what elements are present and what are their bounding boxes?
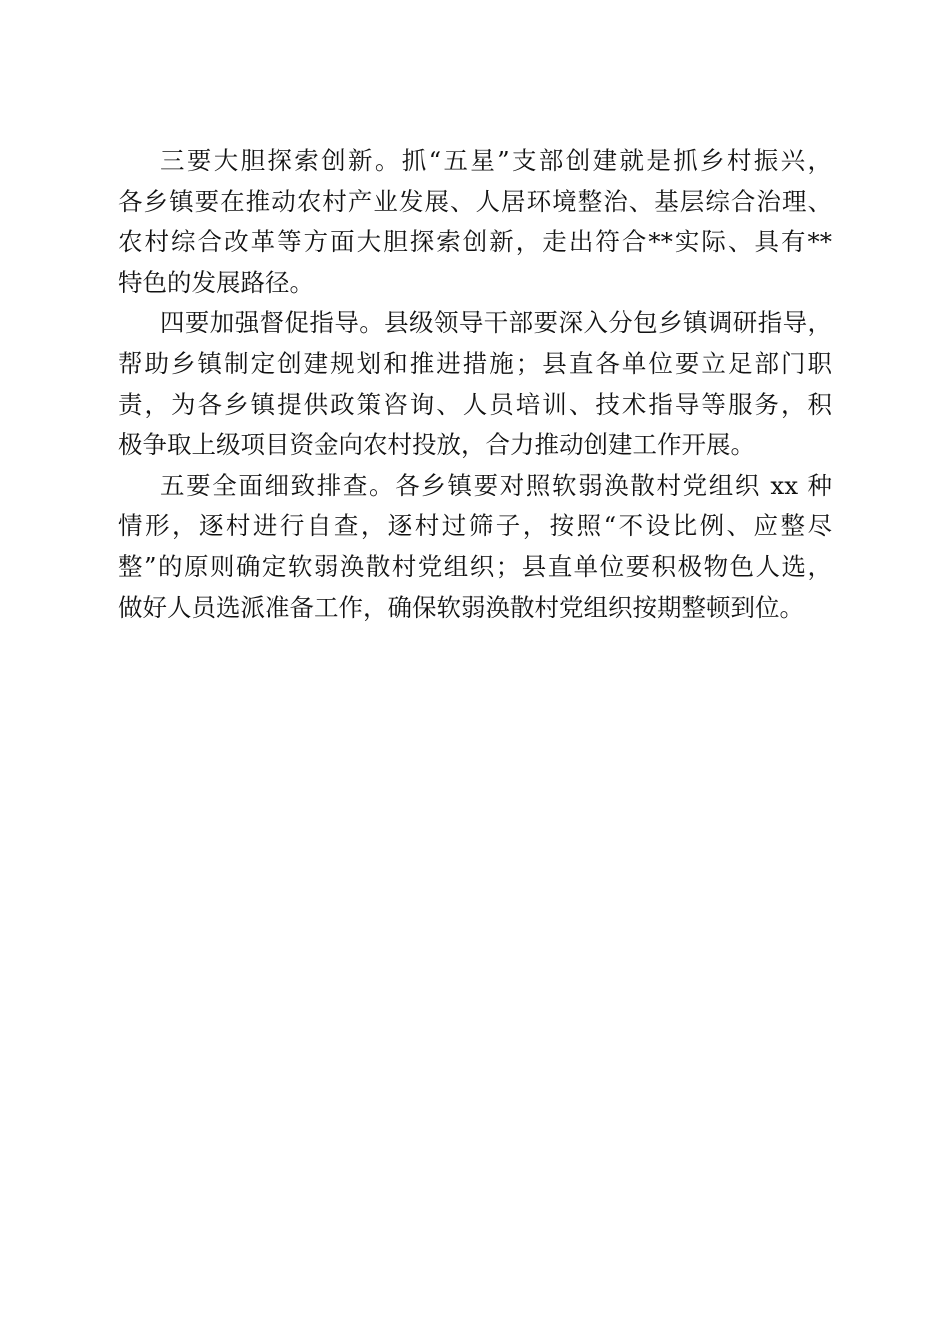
paragraph-supervision-guidance [118, 303, 832, 465]
document-body [118, 141, 832, 628]
paragraph-line: 四要加强督促指导。县级领导干部要深入分包乡镇调研指导， [160, 308, 832, 338]
paragraph-line: 整”的原则确定软弱涣散村党组织；县直单位要积极物色人选， [118, 551, 832, 581]
paragraph-line: 极争取上级项目资金向农村投放，合力推动创建工作开展。 [118, 430, 755, 460]
paragraph-line: 特色的发展路径。 [118, 267, 314, 297]
paragraph-line: 责，为各乡镇提供政策咨询、人员培训、技术指导等服务，积 [118, 389, 832, 419]
paragraph-explore-innovation [118, 141, 832, 303]
paragraph-line: 五要全面细致排查。各乡镇要对照软弱涣散村党组织 xx 种 [160, 470, 832, 500]
paragraph-line: 做好人员选派准备工作，确保软弱涣散村党组织按期整顿到位。 [118, 592, 804, 622]
paragraph-line: 各乡镇要在推动农村产业发展、人居环境整治、基层综合治理、 [118, 186, 832, 216]
paragraph-comprehensive-inspection [118, 466, 832, 628]
paragraph-line: 农村综合改革等方面大胆探索创新，走出符合**实际、具有** [118, 227, 832, 257]
paragraph-line: 帮助乡镇制定创建规划和推进措施；县直各单位要立足部门职 [118, 348, 832, 378]
paragraph-line: 三要大胆探索创新。抓“五星”支部创建就是抓乡村振兴， [160, 146, 832, 175]
paragraph-line: 情形，逐村进行自查，逐村过筛子，按照“不设比例、应整尽 [118, 511, 832, 541]
